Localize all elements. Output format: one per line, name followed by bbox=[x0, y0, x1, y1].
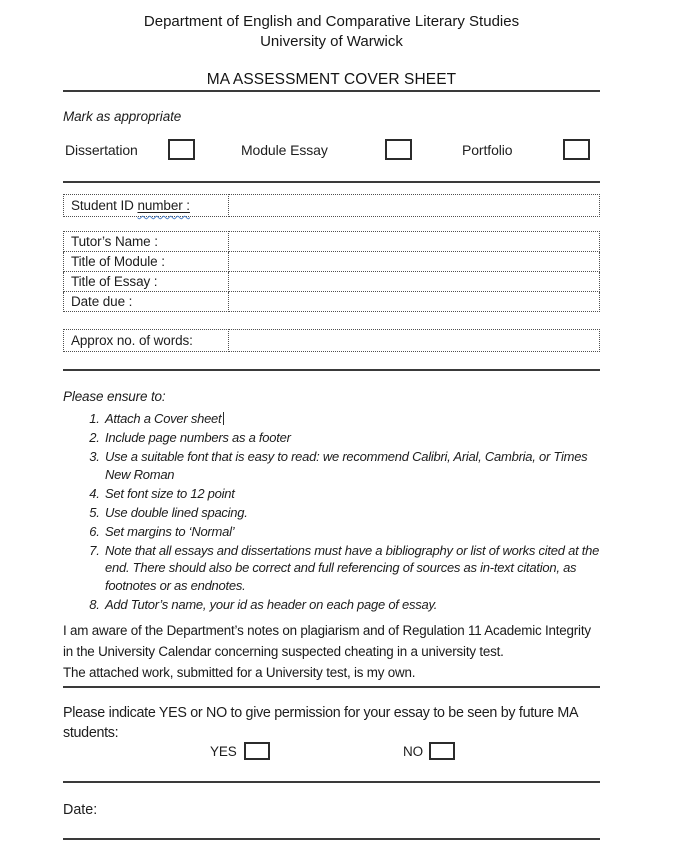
tutor-name-value-cell[interactable] bbox=[229, 232, 600, 252]
types-divider bbox=[63, 181, 600, 183]
list-item: 1. Attach a Cover sheet bbox=[103, 410, 600, 428]
module-essay-checkbox[interactable] bbox=[385, 139, 412, 160]
student-id-label: Student ID bbox=[71, 198, 138, 213]
declaration-line: in the University Calendar concerning suspected cheating in a university test. bbox=[63, 644, 504, 659]
student-id-table bbox=[63, 194, 600, 217]
instructions-section bbox=[63, 389, 600, 615]
permission-divider bbox=[63, 781, 600, 783]
module-title-value-cell[interactable] bbox=[229, 252, 600, 272]
declaration-divider bbox=[63, 686, 600, 688]
instructions-list bbox=[63, 410, 600, 613]
module-title-label: Title of Module : bbox=[64, 252, 229, 272]
student-id-underlined-word: number : bbox=[137, 198, 190, 213]
header-university: University of Warwick bbox=[260, 33, 403, 50]
tutor-name-label: Tutor’s Name : bbox=[64, 232, 229, 252]
instructions-heading: Please ensure to: bbox=[63, 389, 166, 404]
student-id-value-cell[interactable] bbox=[229, 195, 600, 217]
student-id-label-cell bbox=[64, 195, 229, 217]
permission-line: Please indicate YES or NO to give permission for your essay to be seen by future MA bbox=[63, 705, 579, 721]
date-due-label: Date due : bbox=[64, 292, 229, 312]
no-label: NO bbox=[403, 744, 424, 759]
table-row bbox=[64, 292, 600, 312]
approx-words-label: Approx no. of words: bbox=[64, 330, 229, 352]
list-item: 2. Include page numbers as a footer bbox=[103, 429, 600, 447]
table-row bbox=[64, 330, 600, 352]
list-item: 6. Set margins to ‘Normal’ bbox=[103, 523, 600, 541]
tables-divider bbox=[63, 369, 600, 371]
permission-statement bbox=[63, 704, 600, 743]
yes-label: YES bbox=[210, 744, 237, 759]
permission-line: students: bbox=[63, 724, 119, 741]
list-item: 8. Add Tutor’s name, your id as header on each page of essay. bbox=[103, 596, 600, 614]
date-due-value-cell[interactable] bbox=[229, 292, 600, 312]
text-cursor bbox=[223, 412, 224, 425]
list-item: 5. Use double lined spacing. bbox=[103, 504, 600, 522]
approx-words-value-cell[interactable] bbox=[229, 330, 600, 352]
portfolio-label: Portfolio bbox=[462, 142, 513, 158]
declaration-line: I am aware of the Department’s notes on plagiarism and of Regulation 11 Academic Integrity bbox=[63, 623, 591, 638]
table-row bbox=[64, 195, 600, 217]
details-table bbox=[63, 231, 600, 312]
date-label: Date: bbox=[63, 802, 98, 818]
declaration-line: The attached work, submitted for a University test, is my own. bbox=[63, 665, 416, 680]
essay-title-value-cell[interactable] bbox=[229, 272, 600, 292]
assessment-type-row bbox=[63, 139, 600, 165]
mark-as-appropriate-label: Mark as appropriate bbox=[63, 109, 182, 124]
no-checkbox[interactable] bbox=[429, 742, 455, 760]
title-divider bbox=[63, 90, 600, 92]
yes-checkbox[interactable] bbox=[244, 742, 270, 760]
list-item: 7. Note that all essays and dissertations must have a bibliography or list of works cited at the end. There should also be correct and full referencing of sources as in-text citation, as footnotes or as endnotes. bbox=[103, 542, 600, 595]
document-header bbox=[63, 12, 600, 52]
approx-words-table bbox=[63, 329, 600, 352]
dissertation-checkbox[interactable] bbox=[168, 139, 195, 160]
portfolio-checkbox[interactable] bbox=[563, 139, 590, 160]
list-item: 3. Use a suitable font that is easy to read: we recommend Calibri, Arial, Cambria, or Times New Roman bbox=[103, 448, 600, 483]
table-row bbox=[64, 252, 600, 272]
plagiarism-declaration bbox=[63, 620, 600, 683]
form-title: MA ASSESSMENT COVER SHEET bbox=[206, 71, 457, 88]
table-row bbox=[64, 232, 600, 252]
header-department: Department of English and Comparative Literary Studies bbox=[143, 13, 520, 30]
bottom-divider bbox=[63, 838, 600, 840]
dissertation-label: Dissertation bbox=[65, 142, 138, 158]
permission-checkbox-row bbox=[63, 742, 600, 766]
module-essay-label: Module Essay bbox=[241, 142, 328, 158]
list-item: 4. Set font size to 12 point bbox=[103, 485, 600, 503]
essay-title-label: Title of Essay : bbox=[64, 272, 229, 292]
table-row bbox=[64, 272, 600, 292]
